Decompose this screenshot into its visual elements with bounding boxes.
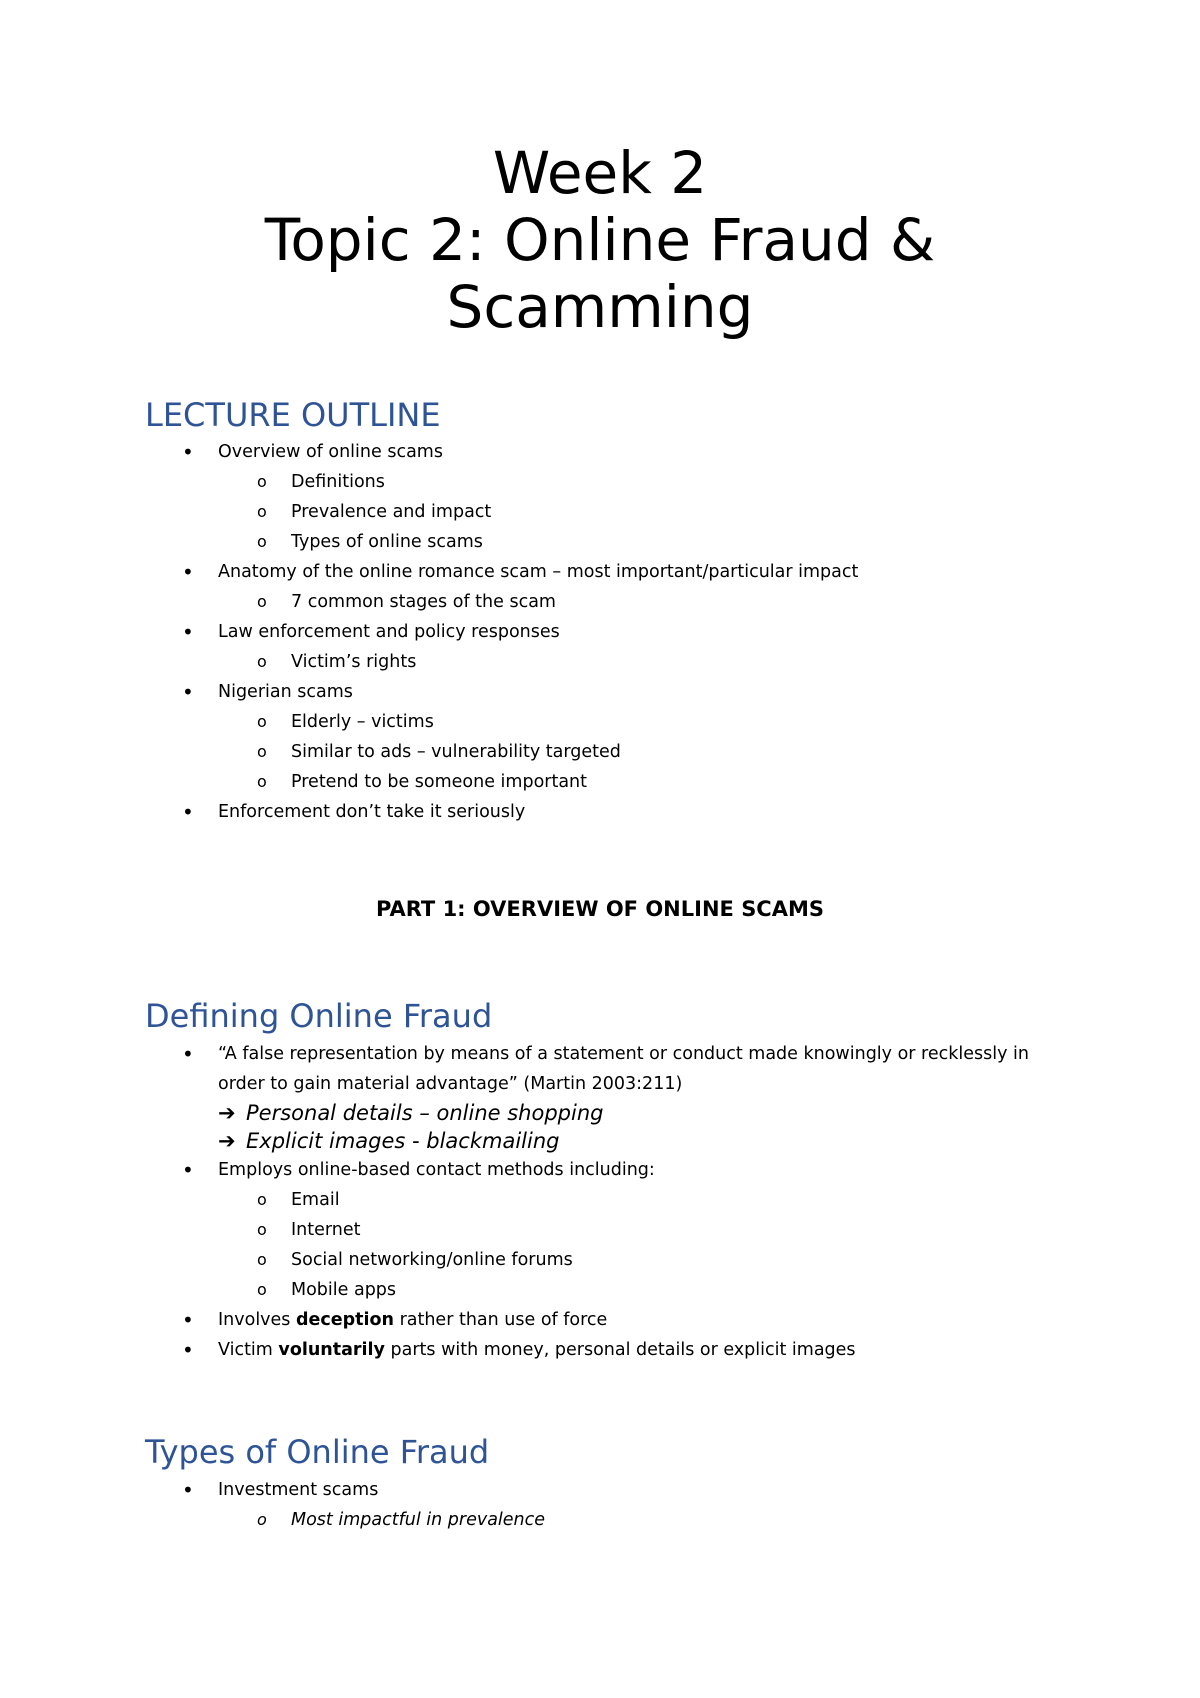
list-item: • Investment scams (0, 1475, 1200, 1505)
document-title (0, 140, 1200, 341)
list-item: o Pretend to be someone important (0, 767, 1200, 797)
part1-title: PART 1: OVERVIEW OF ONLINE SCAMS (375, 897, 824, 921)
text-run: rather than use of force (394, 1310, 608, 1330)
arrow-right-icon: ➔ (218, 1129, 236, 1153)
text-run: Victim (218, 1340, 279, 1360)
types-list (0, 1475, 1200, 1535)
text-run: Involves (218, 1310, 296, 1330)
arrow-item (0, 1127, 1200, 1155)
quote-item: • “A false representation by means of a statement or conduct made knowingly or recklessly in (0, 1039, 1200, 1069)
list-item: o Prevalence and impact (0, 497, 1200, 527)
list-item: o 7 common stages of the scam (0, 587, 1200, 617)
list-item: o Victim’s rights (0, 647, 1200, 677)
title-line-scamming: Scamming (446, 273, 754, 341)
list-item: • Anatomy of the online romance scam – most important/particular impact (0, 557, 1200, 587)
quote-continuation: order to gain material advantage” (Martin 2003:211) (218, 1074, 683, 1094)
arrow-item-text: Personal details – online shopping (246, 1101, 604, 1125)
list-item (0, 1335, 1200, 1365)
list-item: o Mobile apps (0, 1275, 1200, 1305)
list-item: o Internet (0, 1215, 1200, 1245)
lecture-outline-heading: LECTURE OUTLINE (145, 396, 441, 434)
bold-text-run: deception (295, 1310, 394, 1330)
list-item: o Email (0, 1185, 1200, 1215)
arrow-item (0, 1099, 1200, 1127)
list-item: o Social networking/online forums (0, 1245, 1200, 1275)
list-item: o Most impactful in prevalence (0, 1505, 1200, 1535)
defining-heading: Defining Online Fraud (145, 997, 493, 1035)
lecture-outline-list (0, 437, 1200, 827)
list-item: • Law enforcement and policy responses (0, 617, 1200, 647)
title-line-week: Week 2 (492, 139, 708, 207)
list-item (0, 1305, 1200, 1335)
list-item: o Types of online scams (0, 527, 1200, 557)
list-item: • Enforcement don’t take it seriously (0, 797, 1200, 827)
list-item: • Employs online-based contact methods including: (0, 1155, 1200, 1185)
bold-text-run: voluntarily (278, 1340, 385, 1360)
title-line-topic: Topic 2: Online Fraud & (264, 206, 936, 274)
text-run: parts with money, personal details or explicit images (384, 1340, 856, 1360)
types-heading: Types of Online Fraud (145, 1433, 490, 1471)
list-item: • Nigerian scams (0, 677, 1200, 707)
defining-list (0, 1039, 1200, 1365)
arrow-right-icon: ➔ (218, 1101, 236, 1125)
list-item: • Overview of online scams (0, 437, 1200, 467)
list-item: o Definitions (0, 467, 1200, 497)
list-item: o Elderly – victims (0, 707, 1200, 737)
arrow-item-text: Explicit images - blackmailing (246, 1129, 560, 1153)
list-item: o Similar to ads – vulnerability targeted (0, 737, 1200, 767)
